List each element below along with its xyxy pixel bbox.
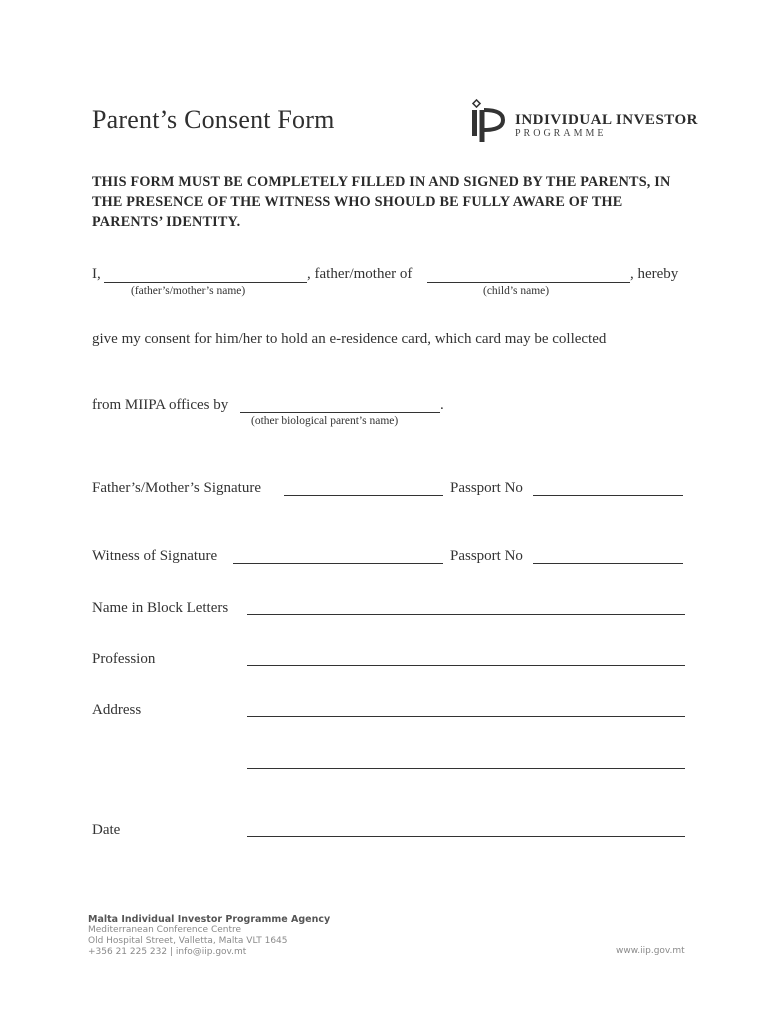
- passport-no-label-2: Passport No: [450, 548, 523, 564]
- other-parent-name-field[interactable]: [240, 412, 440, 413]
- witness-signature-field[interactable]: [233, 563, 443, 564]
- date-field[interactable]: [247, 836, 685, 837]
- father-mother-of-label: , father/mother of: [307, 266, 413, 282]
- footer-website: www.iip.gov.mt: [616, 946, 685, 956]
- period: .: [440, 397, 444, 413]
- footer-address-2: Old Hospital Street, Valletta, Malta VLT 1645: [88, 936, 288, 946]
- parent-signature-field[interactable]: [284, 495, 443, 496]
- child-name-caption: (child’s name): [483, 285, 550, 297]
- logo-line2: PROGRAMME: [515, 128, 607, 139]
- parent-name-field[interactable]: [104, 282, 307, 283]
- other-parent-caption: (other biological parent’s name): [251, 415, 399, 427]
- name-block-field[interactable]: [247, 614, 685, 615]
- profession-label: Profession: [92, 651, 156, 667]
- address-field-line1[interactable]: [247, 716, 685, 717]
- parent-name-caption: (father’s/mother’s name): [131, 285, 246, 297]
- witness-signature-label: Witness of Signature: [92, 548, 218, 564]
- logo-line1: INDIVIDUAL INVESTOR: [515, 112, 699, 128]
- date-label: Date: [92, 822, 121, 838]
- page-title: Parent’s Consent Form: [92, 105, 335, 134]
- iip-logo-icon: [463, 98, 509, 142]
- passport-no-field-1[interactable]: [533, 495, 683, 496]
- notice-text: THIS FORM MUST BE COMPLETELY FILLED IN AND SIGNED BY THE PARENTS, IN THE PRESENCE OF THE WITNESS WHO SHOULD BE FULLY AWARE OF THE PARENTS’ IDENTITY.: [92, 174, 671, 230]
- from-miipa-label: from MIIPA offices by: [92, 397, 229, 413]
- parent-signature-label: Father’s/Mother’s Signature: [92, 480, 262, 496]
- passport-no-field-2[interactable]: [533, 563, 683, 564]
- child-name-field[interactable]: [427, 282, 630, 283]
- name-block-label: Name in Block Letters: [92, 600, 229, 616]
- address-label: Address: [92, 702, 142, 718]
- hereby-label: , hereby: [630, 266, 679, 282]
- consent-statement: give my consent for him/her to hold an e-residence card, which card may be collected: [92, 331, 607, 347]
- iip-logo: [463, 98, 699, 142]
- footer-address-1: Mediterranean Conference Centre: [88, 925, 242, 935]
- i-label: I,: [92, 266, 101, 282]
- footer-contact: +356 21 225 232 | info@iip.gov.mt: [88, 947, 247, 957]
- passport-no-label-1: Passport No: [450, 480, 523, 496]
- profession-field[interactable]: [247, 665, 685, 666]
- address-field-line2[interactable]: [247, 768, 685, 769]
- footer-agency: Malta Individual Investor Programme Agency: [88, 914, 331, 925]
